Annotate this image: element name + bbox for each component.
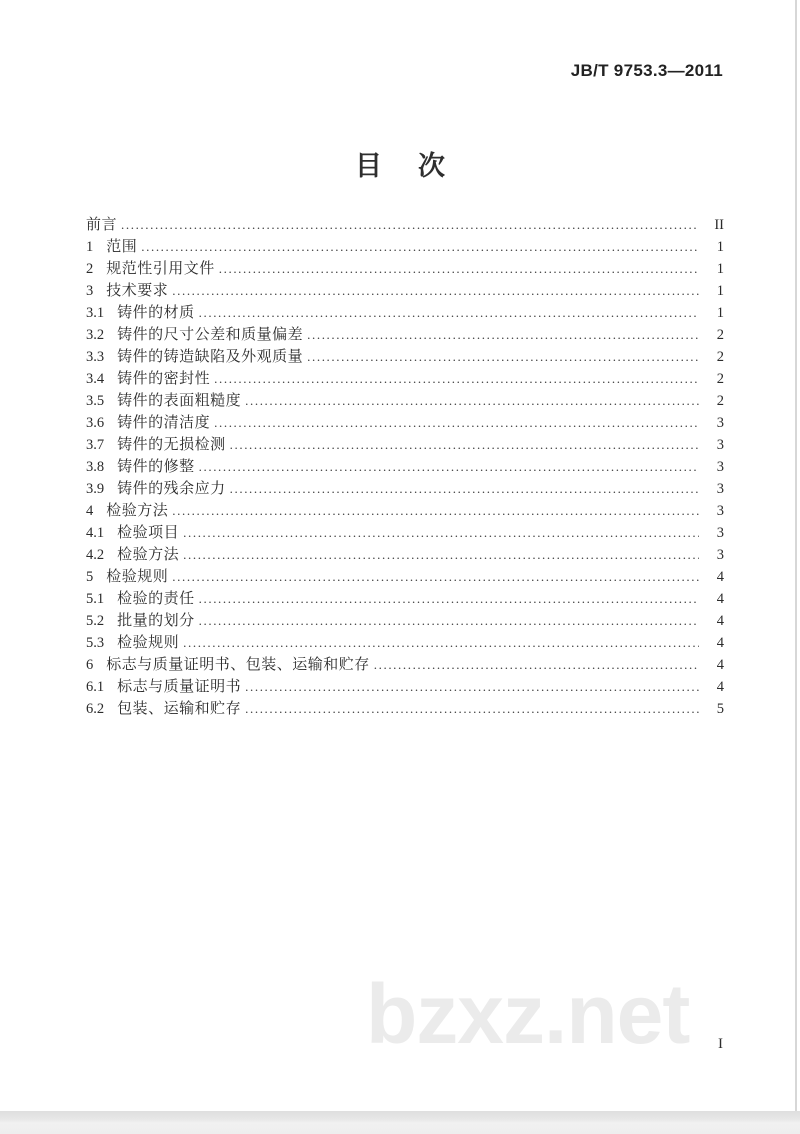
- toc-entry-page: 4: [716, 635, 724, 651]
- toc-entry: [86, 412, 724, 434]
- toc-entry-label: 铸件的表面粗糙度: [117, 393, 242, 409]
- toc-entry-page: 3: [716, 437, 724, 453]
- toc-entry-number: 3.1: [86, 305, 105, 321]
- toc-entry: [86, 654, 724, 676]
- toc-dotted-leader: [172, 500, 699, 522]
- toc-dotted-leader: [245, 698, 699, 720]
- toc-entry-page: 1: [716, 283, 724, 299]
- toc-dotted-leader: [214, 368, 699, 390]
- toc-dotted-leader: [199, 588, 699, 610]
- toc-entry-label: 铸件的修整: [117, 459, 195, 475]
- toc-entry-label: 铸件的尺寸公差和质量偏差: [117, 327, 304, 343]
- toc-entry: [86, 236, 724, 258]
- toc-dotted-leader: [141, 236, 699, 258]
- toc-dotted-leader: [307, 324, 699, 346]
- toc-dotted-leader: [172, 566, 699, 588]
- toc-entry-label: 批量的划分: [117, 613, 195, 629]
- toc-entry-label: 铸件的残余应力: [117, 481, 226, 497]
- toc-dotted-leader: [245, 390, 699, 412]
- toc-entry-number: 6.1: [86, 679, 105, 695]
- toc-entry-page: 1: [716, 261, 724, 277]
- toc-entry-number: 3.5: [86, 393, 105, 409]
- toc-entry-label: 技术要求: [106, 283, 169, 299]
- toc-entry-number: 3.4: [86, 371, 105, 387]
- page-title-left-char: 目: [355, 151, 382, 181]
- toc-entry-label: 前言: [86, 217, 118, 233]
- toc-entry-label: 检验项目: [117, 525, 180, 541]
- toc-entry-number: 6: [86, 657, 94, 673]
- toc-entry-number: 3.9: [86, 481, 105, 497]
- toc-entry: [86, 698, 724, 720]
- toc-entry-label: 检验规则: [106, 569, 169, 585]
- toc-dotted-leader: [199, 302, 699, 324]
- toc-entry: [86, 500, 724, 522]
- toc-entry-page: 2: [716, 327, 724, 343]
- toc-entry-label: 标志与质量证明书: [117, 679, 242, 695]
- toc-dotted-leader: [214, 412, 699, 434]
- toc-entry-label: 铸件的无损检测: [117, 437, 226, 453]
- toc-entry: [86, 390, 724, 412]
- toc-entry: [86, 346, 724, 368]
- toc-dotted-leader: [307, 346, 699, 368]
- toc-dotted-leader: [121, 214, 699, 236]
- toc-entry: [86, 302, 724, 324]
- toc-entry-page: 3: [716, 459, 724, 475]
- toc-entry: [86, 478, 724, 500]
- toc-entry-number: 6.2: [86, 701, 105, 717]
- toc-entry: [86, 566, 724, 588]
- toc-dotted-leader: [183, 522, 699, 544]
- toc-entry-label: 铸件的铸造缺陷及外观质量: [117, 349, 304, 365]
- toc-entry-page: 5: [716, 701, 724, 717]
- toc-entry-page: 3: [716, 503, 724, 519]
- toc-dotted-leader: [172, 280, 699, 302]
- toc-entry-label: 铸件的材质: [117, 305, 195, 321]
- toc-dotted-leader: [219, 258, 699, 280]
- toc-entry-label: 标志与质量证明书、包装、运输和贮存: [106, 657, 370, 673]
- toc-entry-number: 3.2: [86, 327, 105, 343]
- toc-entry-number: 3.3: [86, 349, 105, 365]
- standard-code: JB/T 9753.3—2011: [570, 61, 723, 80]
- toc-entry-number: 3.6: [86, 415, 105, 431]
- toc-entry-number: 5: [86, 569, 94, 585]
- toc-entry-page: 2: [716, 371, 724, 387]
- toc-entry: [86, 676, 724, 698]
- toc-entry-number: 4.1: [86, 525, 105, 541]
- toc-entry-page: 4: [716, 591, 724, 607]
- toc-entry-page: 4: [716, 613, 724, 629]
- toc-entry-number: 1: [86, 239, 94, 255]
- toc-entry: [86, 610, 724, 632]
- toc-entry-number: 4: [86, 503, 94, 519]
- toc-dotted-leader: [183, 632, 699, 654]
- page-bottom-edge: [0, 1111, 800, 1134]
- toc-dotted-leader: [230, 434, 699, 456]
- toc-entry: [86, 214, 724, 236]
- toc-entry-number: 3.7: [86, 437, 105, 453]
- toc-entry-number: 5.2: [86, 613, 105, 629]
- toc-entry-number: 3: [86, 283, 94, 299]
- toc-entry-label: 铸件的清洁度: [117, 415, 211, 431]
- toc-entry: [86, 588, 724, 610]
- toc-entry-label: 检验规则: [117, 635, 180, 651]
- toc-entry-page: 1: [716, 239, 724, 255]
- toc-entry-page: 1: [716, 305, 724, 321]
- toc-entry-label: 检验的责任: [117, 591, 195, 607]
- toc-entry-page: II: [714, 217, 724, 233]
- toc-entry: [86, 368, 724, 390]
- toc-entry-page: 4: [716, 657, 724, 673]
- toc-dotted-leader: [374, 654, 699, 676]
- page-title: [0, 144, 800, 183]
- toc-entry-label: 铸件的密封性: [117, 371, 211, 387]
- toc-entry-label: 规范性引用文件: [106, 261, 215, 277]
- toc-entry-label: 检验方法: [117, 547, 180, 563]
- toc-entry-number: 5.3: [86, 635, 105, 651]
- toc-entry-number: 4.2: [86, 547, 105, 563]
- page-number: I: [718, 1036, 723, 1052]
- toc-entry: [86, 544, 724, 566]
- toc-entry: [86, 456, 724, 478]
- toc-dotted-leader: [230, 478, 699, 500]
- page-title-right-char: 次: [418, 151, 445, 181]
- toc-entry-label: 包装、运输和贮存: [117, 701, 242, 717]
- toc-dotted-leader: [199, 456, 699, 478]
- toc-entry: [86, 434, 724, 456]
- toc-entry-page: 3: [716, 415, 724, 431]
- toc-dotted-leader: [199, 610, 699, 632]
- toc-entry: [86, 280, 724, 302]
- toc-entry-label: 检验方法: [106, 503, 169, 519]
- toc-dotted-leader: [183, 544, 699, 566]
- toc-entry-number: 5.1: [86, 591, 105, 607]
- watermark: bzxz.net: [366, 967, 690, 1061]
- toc-entry: [86, 258, 724, 280]
- toc-entry: [86, 324, 724, 346]
- toc-entry-page: 4: [716, 679, 724, 695]
- toc-entry-page: 3: [716, 525, 724, 541]
- toc-entry-page: 4: [716, 569, 724, 585]
- toc-entry-page: 2: [716, 349, 724, 365]
- toc-entry-number: 2: [86, 261, 94, 277]
- toc-dotted-leader: [245, 676, 699, 698]
- page-right-edge: [795, 0, 797, 1112]
- toc-entry-number: 3.8: [86, 459, 105, 475]
- toc-entry: [86, 522, 724, 544]
- toc-entry-page: 3: [716, 481, 724, 497]
- toc-list: [86, 214, 724, 720]
- toc-entry-label: 范围: [106, 239, 138, 255]
- toc-entry: [86, 632, 724, 654]
- toc-entry-page: 3: [716, 547, 724, 563]
- toc-entry-page: 2: [716, 393, 724, 409]
